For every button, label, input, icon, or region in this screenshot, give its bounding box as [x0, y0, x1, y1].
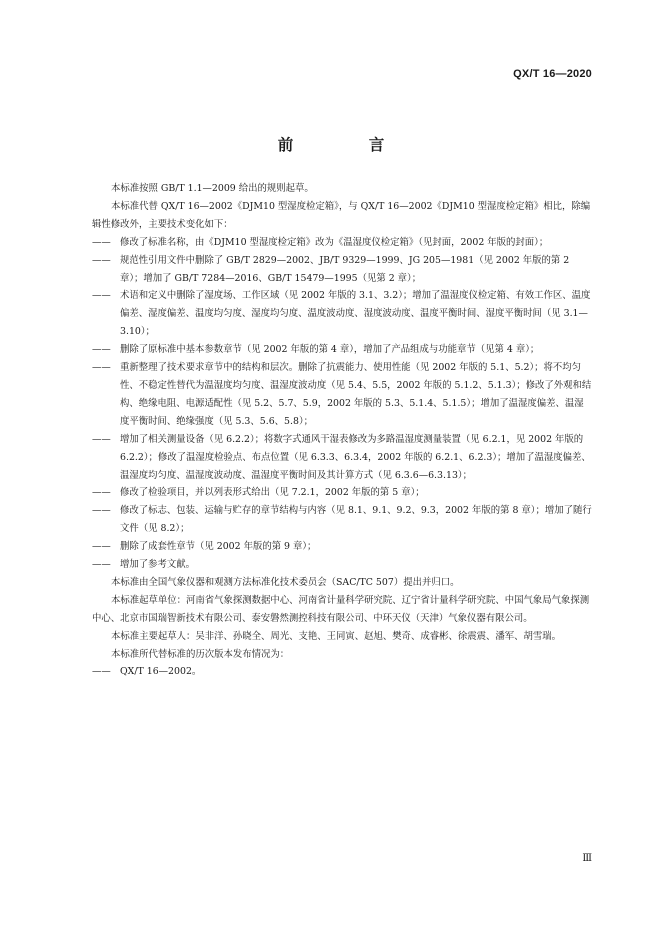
list-item: [92, 538, 592, 556]
intro-paragraph: 本标准代替 QX/T 16—2002《DJM10 型湿度检定箱》，与 QX/T 16—2002《DJM10 型湿度检定箱》相比，除编辑性修改外，主要技术变化如下：: [92, 200, 591, 230]
list-item-text: 规范性引用文件中删除了 GB/T 2829—2002、JB/T 9329—1999、JG 205—1981（见 2002 年版的第 2 章）；增加了 GB/T 7284—2016、GB/T 15479—1995（见第 2 章）；: [120, 254, 570, 284]
list-item-text: 增加了相关测量设备（见 6.2.2）；将数字式通风干湿表修改为多路温湿度测量装置（见 6.2.1，见 2002 年版的 6.2.2）；修改了温湿度检验点、布点位置（见 6.3.3、6.3.4，2002 年版的 6.2.1、6.2.3）；增加了温湿度偏差、温湿度均匀度、温湿度波动度、温湿度平衡时间及其计算方式（见 6.3.6—6.3.13）；: [120, 433, 591, 481]
dash-marker: ——: [92, 541, 111, 553]
page-title: 前 言: [277, 136, 415, 154]
dash-marker: ——: [92, 487, 111, 499]
list-item: [92, 556, 592, 574]
page-number: Ⅲ: [582, 853, 592, 864]
list-item: [92, 359, 592, 431]
list-item-text: 删除了原标准中基本参数章节（见 2002 年版的第 4 章），增加了产品组成与功能章节（见第 4 章）；: [120, 344, 540, 356]
document-code: QX/T 16—2020: [513, 68, 592, 80]
list-item-text: 修改了检验项目，并以列表形式给出（见 7.2.1，2002 年版的第 5 章）；: [120, 487, 425, 499]
list-item-text: 增加了参考文献。: [120, 559, 196, 571]
list-item-text: 修改了标准名称，由《DJM10 型湿度检定箱》改为《温湿度仪检定箱》（见封面，2002 年版的封面）；: [120, 236, 549, 248]
dash-marker: ——: [92, 344, 111, 356]
history-item-text: QX/T 16—2002。: [120, 666, 202, 678]
list-item: [92, 484, 592, 502]
dash-marker: ——: [92, 254, 111, 266]
list-item: [92, 287, 592, 341]
dash-marker: ——: [92, 559, 111, 571]
changes-list: [92, 234, 592, 574]
list-item: [92, 234, 592, 252]
dash-marker: ——: [92, 505, 111, 517]
dash-marker: ——: [92, 362, 111, 374]
list-item: [92, 252, 592, 288]
dash-marker: ——: [92, 290, 111, 302]
history-intro-paragraph: 本标准所代替标准的历次版本发布情况为：: [111, 648, 290, 660]
dash-marker: ——: [92, 236, 111, 248]
history-item: [92, 663, 592, 681]
document-body: [92, 180, 592, 681]
dash-marker: ——: [92, 666, 111, 678]
list-item-text: 重新整理了技术要求章节中的结构和层次。删除了抗震能力、使用性能（见 2002 年版的 5.1、5.2）；将不均匀性、不稳定性替代为温湿度均匀度、温湿度波动度（见 5.4、5.5，2002 年版的 5.1.2、5.1.3）；修改了外观和结构、绝缘电阻、电源适配性（见 5.2、5.7、5.9，2002 年版的 5.3、5.1.4、5.1.5）；增加了温湿度偏差、温湿度平衡时间、绝缘强度（见 5.3、5.6、5.8）；: [120, 362, 592, 427]
drafters-paragraph: 本标准主要起草人：吴非洋、孙晓全、周光、支艳、王同寅、赵旭、樊奇、成睿彬、徐震震、潘军、胡雪瑞。: [111, 630, 562, 642]
list-item-text: 术语和定义中删除了湿度场、工作区域（见 2002 年版的 3.1、3.2）；增加了温湿度仪检定箱、有效工作区、温度偏差、湿度偏差、温度均匀度、湿度均匀度、温度波动度、湿度波动度、温度平衡时间、湿度平衡时间（见 3.1—3.10）；: [120, 290, 591, 338]
list-item: [92, 431, 592, 485]
intro-paragraph: 本标准按照 GB/T 1.1—2009 给出的规则起草。: [111, 183, 314, 194]
dash-marker: ——: [92, 433, 111, 445]
proposer-paragraph: 本标准由全国气象仪器和观测方法标准化技术委员会（SAC/TC 507）提出并归口。: [111, 576, 460, 588]
list-item-text: 修改了标志、包装、运输与贮存的章节结构与内容（见 8.1、9.1、9.2、9.3，2002 年版的第 8 章）；增加了随行文件（见 8.2）；: [120, 505, 592, 535]
list-item: [92, 341, 592, 359]
list-item-text: 删除了成套性章节（见 2002 年版的第 9 章）；: [120, 541, 317, 553]
drafting-units-paragraph: 本标准起草单位：河南省气象探测数据中心、河南省计量科学研究院、辽宁省计量科学研究院、中国气象局气象探测中心、北京市国瑞智新技术有限公司、泰安磐然测控科技有限公司、中环天仪（天津）气象仪器有限公司。: [92, 594, 590, 624]
list-item: [92, 502, 592, 538]
